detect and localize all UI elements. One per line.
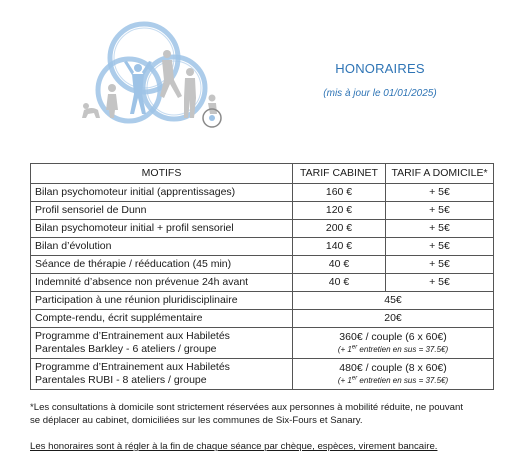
domicile-price-cell: + 5€ [386, 238, 494, 256]
program-price-note [297, 375, 489, 386]
table-row-program-barkley [31, 328, 494, 359]
program-name-line2: Parentales Barkley - 6 ateliers / groupe [35, 343, 217, 355]
table-row [31, 202, 494, 220]
cabinet-price-cell: 120 € [293, 202, 386, 220]
domicile-price-cell: + 5€ [386, 274, 494, 292]
payment-note: Les honoraires sont à régler à la fin de chaque séance par chèque, espèces, virement bancaire. [30, 441, 438, 452]
domicile-price-cell: + 5€ [386, 202, 494, 220]
note-suffix: entretien en sus = 37.5€) [357, 345, 449, 354]
domicile-price-cell: + 5€ [386, 256, 494, 274]
fees-table [30, 163, 494, 390]
page-title: HONORAIRES [335, 61, 425, 76]
merged-price-cell: 45€ [293, 292, 494, 310]
table-row [31, 256, 494, 274]
update-date: (mis à jour le 01/01/2025) [323, 88, 437, 99]
cabinet-price-cell: 160 € [293, 184, 386, 202]
note-superscript: er [351, 375, 358, 382]
table-row-program-rubi [31, 359, 494, 390]
footnote-line-2: se déplacer au cabinet, domiciliées sur les communes de Six-Fours et Sanary. [30, 415, 363, 426]
table-row [31, 274, 494, 292]
table-row [31, 184, 494, 202]
motif-cell: Bilan d’évolution [31, 238, 293, 256]
cabinet-price-cell: 200 € [293, 220, 386, 238]
motif-cell: Profil sensoriel de Dunn [31, 202, 293, 220]
program-price: 480€ / couple (8 x 60€) [339, 362, 447, 374]
merged-price-cell: 20€ [293, 310, 494, 328]
program-motif-cell [31, 359, 293, 390]
domicile-price-cell: + 5€ [386, 220, 494, 238]
program-motif-cell [31, 328, 293, 359]
logo-rings-icon [74, 18, 234, 130]
note-prefix: (+ 1 [337, 345, 352, 354]
column-header-domicile: TARIF A DOMICILE* [386, 164, 494, 184]
motif-cell: Participation à une réunion pluridisciplinaire [31, 292, 293, 310]
note-superscript: er [351, 344, 358, 351]
home-visit-footnote [30, 401, 500, 427]
program-name-line1: Programme d’Entrainement aux Habiletés [35, 330, 230, 342]
program-name-line1: Programme d’Entrainement aux Habiletés [35, 361, 230, 373]
motif-cell: Séance de thérapie / rééducation (45 min) [31, 256, 293, 274]
cabinet-price-cell: 140 € [293, 238, 386, 256]
program-price: 360€ / couple (6 x 60€) [339, 331, 447, 343]
program-name-line2: Parentales RUBI - 8 ateliers / groupe [35, 374, 207, 386]
program-price-cell [293, 359, 494, 390]
table-row [31, 238, 494, 256]
table-row [31, 292, 494, 310]
motif-cell: Indemnité d’absence non prévenue 24h avant [31, 274, 293, 292]
table-row [31, 220, 494, 238]
column-header-motifs: MOTIFS [31, 164, 293, 184]
footnote-line-1: *Les consultations à domicile sont strictement réservées aux personnes à mobilité réduite, ne pouvant [30, 402, 464, 413]
program-price-cell [293, 328, 494, 359]
table-row [31, 310, 494, 328]
column-header-cabinet: TARIF CABINET [293, 164, 386, 184]
motif-cell: Bilan psychomoteur initial (apprentissages) [31, 184, 293, 202]
program-price-note [297, 344, 489, 355]
domicile-price-cell: + 5€ [386, 184, 494, 202]
motif-cell: Bilan psychomoteur initial + profil sensoriel [31, 220, 293, 238]
cabinet-price-cell: 40 € [293, 256, 386, 274]
cabinet-price-cell: 40 € [293, 274, 386, 292]
note-prefix: (+ 1 [337, 376, 352, 385]
motif-cell: Compte-rendu, écrit supplémentaire [31, 310, 293, 328]
note-suffix: entretien en sus = 37.5€) [357, 376, 449, 385]
table-header-row [31, 164, 494, 184]
